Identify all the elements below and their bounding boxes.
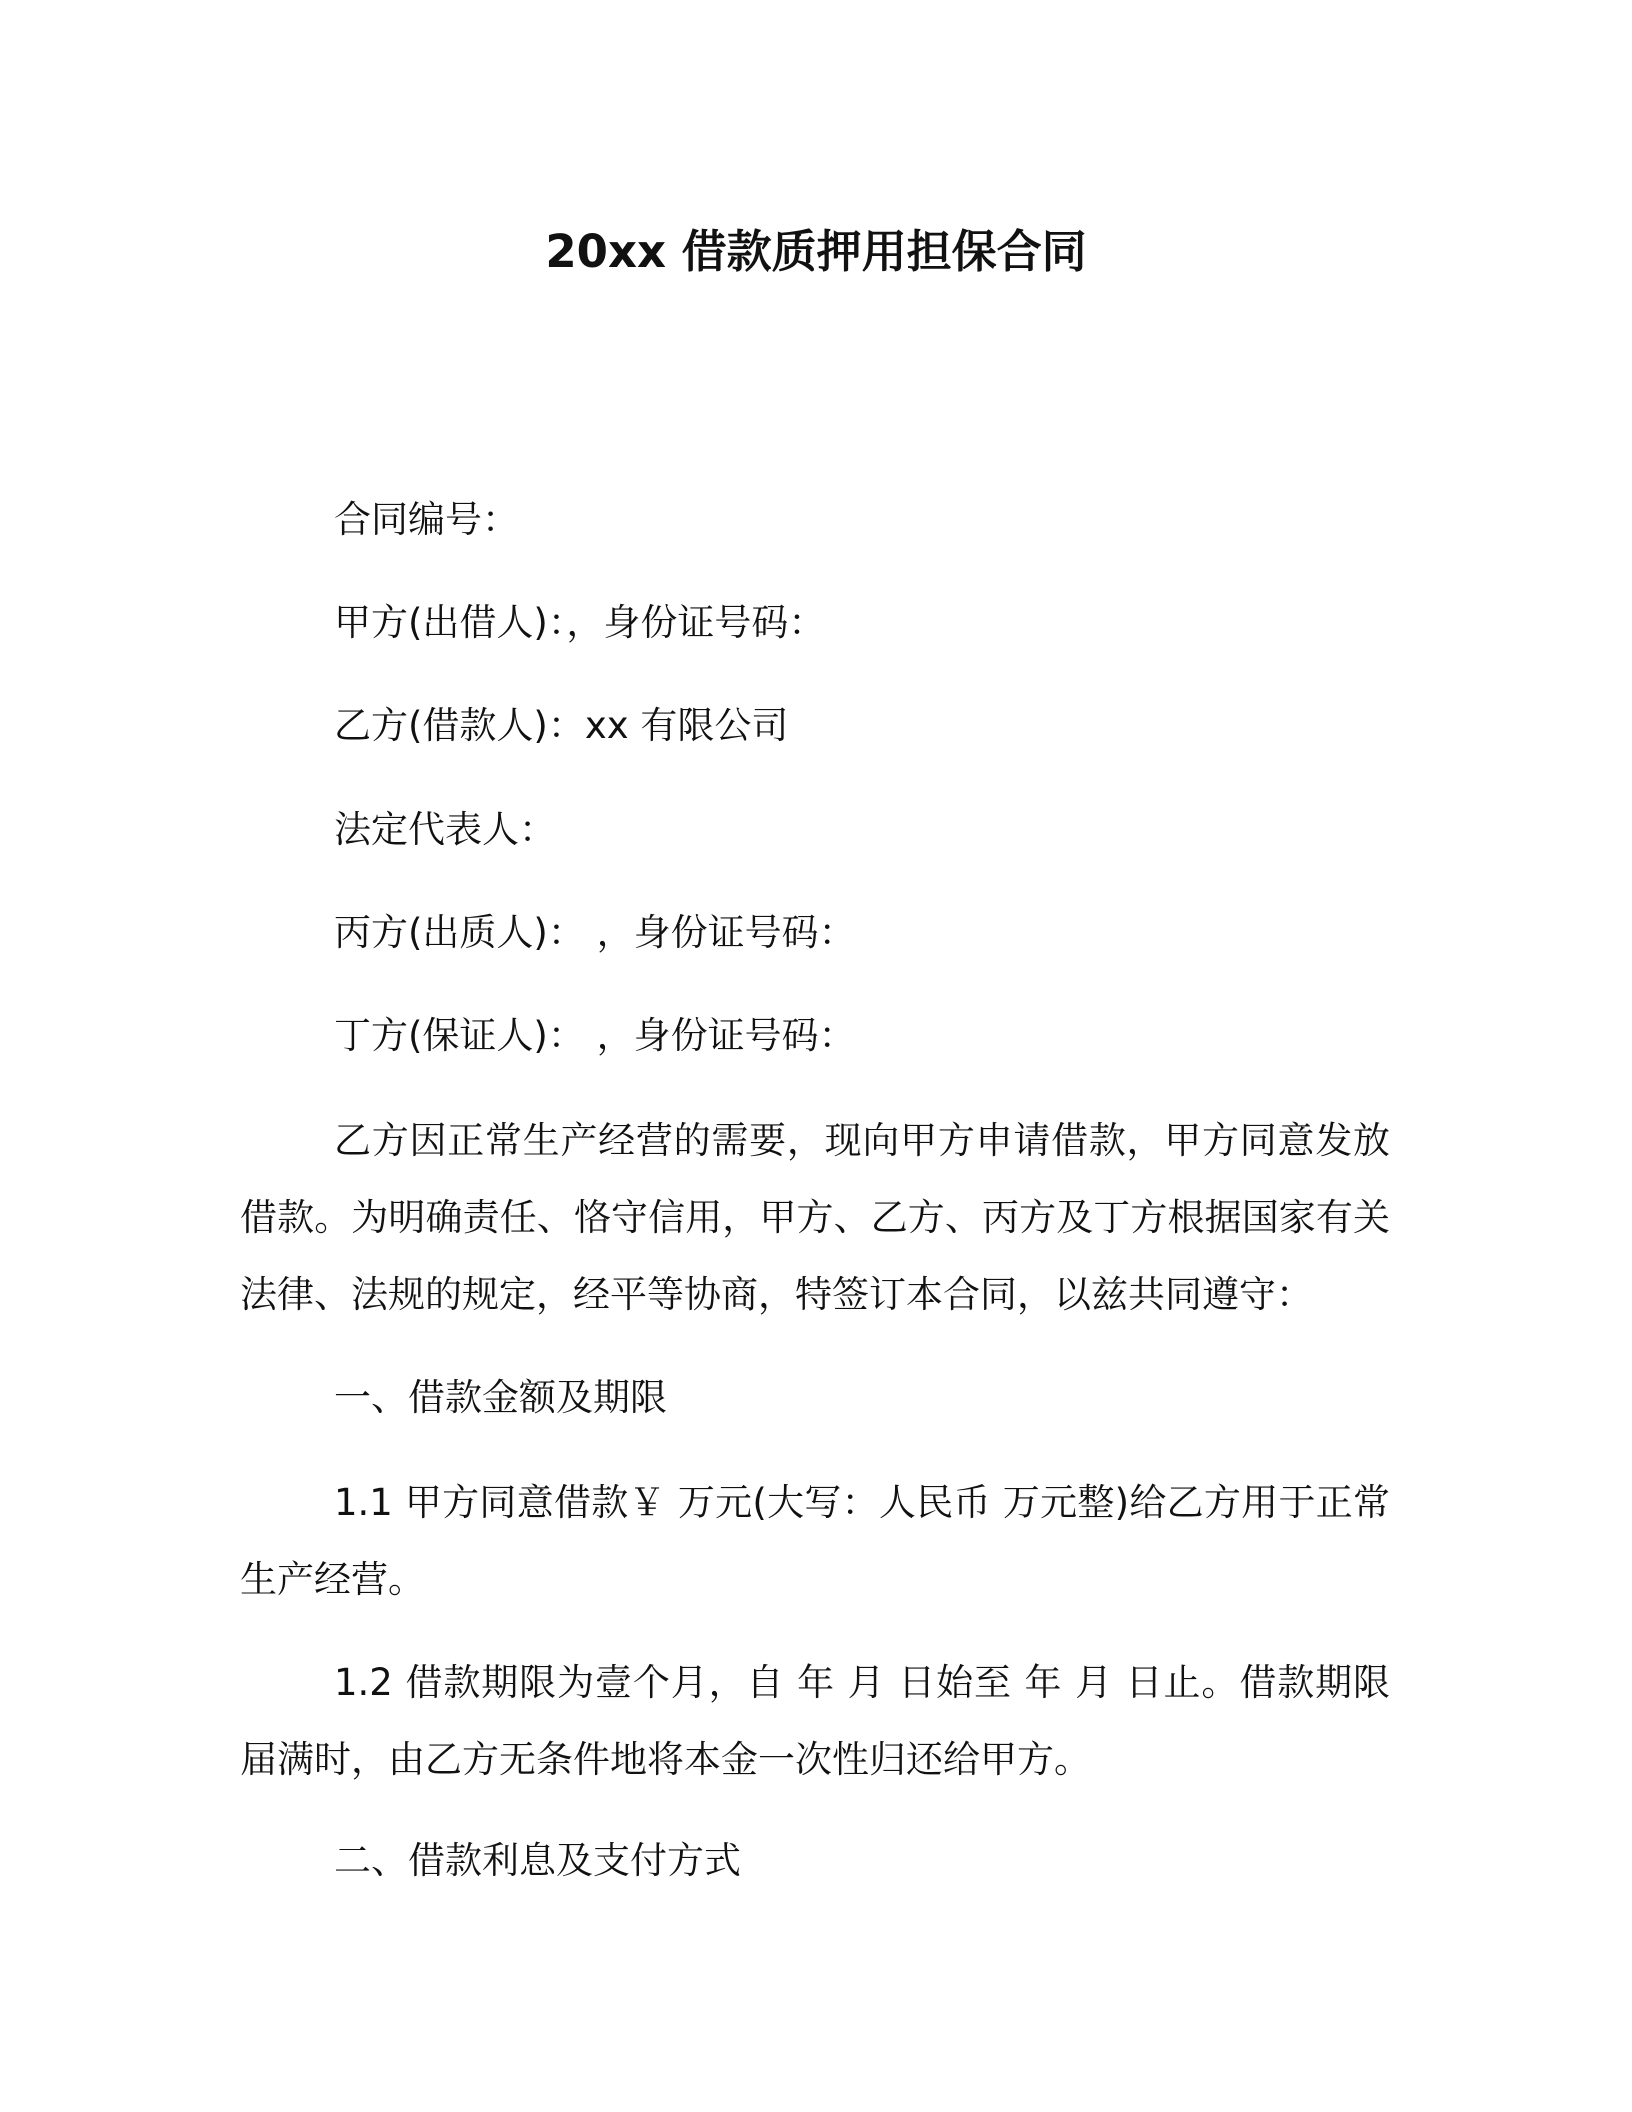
party-d-field: 丁方(保证人)： ，身份证号码：	[334, 1014, 856, 1057]
section-2-heading: 二、借款利息及支付方式	[334, 1839, 741, 1882]
section-1-heading: 一、借款金额及期限	[334, 1376, 667, 1419]
document-title: 20xx 借款质押用担保合同	[545, 225, 1087, 278]
clause-1-1: 1.1 甲方同意借款￥ 万元(大写：人民币 万元整)给乙方用于正常生产经营。	[240, 1481, 1390, 1601]
legal-representative-field: 法定代表人：	[334, 808, 556, 851]
party-a-field: 甲方(出借人)：，身份证号码：	[334, 601, 826, 644]
contract-number-field: 合同编号：	[334, 498, 519, 541]
intro-paragraph: 乙方因正常生产经营的需要，现向甲方申请借款，甲方同意发放借款。为明确责任、恪守信用，甲方、乙方、丙方及丁方根据国家有关法律、法规的规定，经平等协商，特签订本合同，以兹共同遵守：	[240, 1119, 1390, 1316]
party-c-field: 丙方(出质人)： ，身份证号码：	[334, 911, 856, 954]
clause-1-2: 1.2 借款期限为壹个月，自 年 月 日始至 年 月 日止。借款期限届满时，由乙方无条件地将本金一次性归还给甲方。	[240, 1661, 1390, 1781]
party-b-field: 乙方(借款人)：xx 有限公司	[334, 704, 789, 747]
